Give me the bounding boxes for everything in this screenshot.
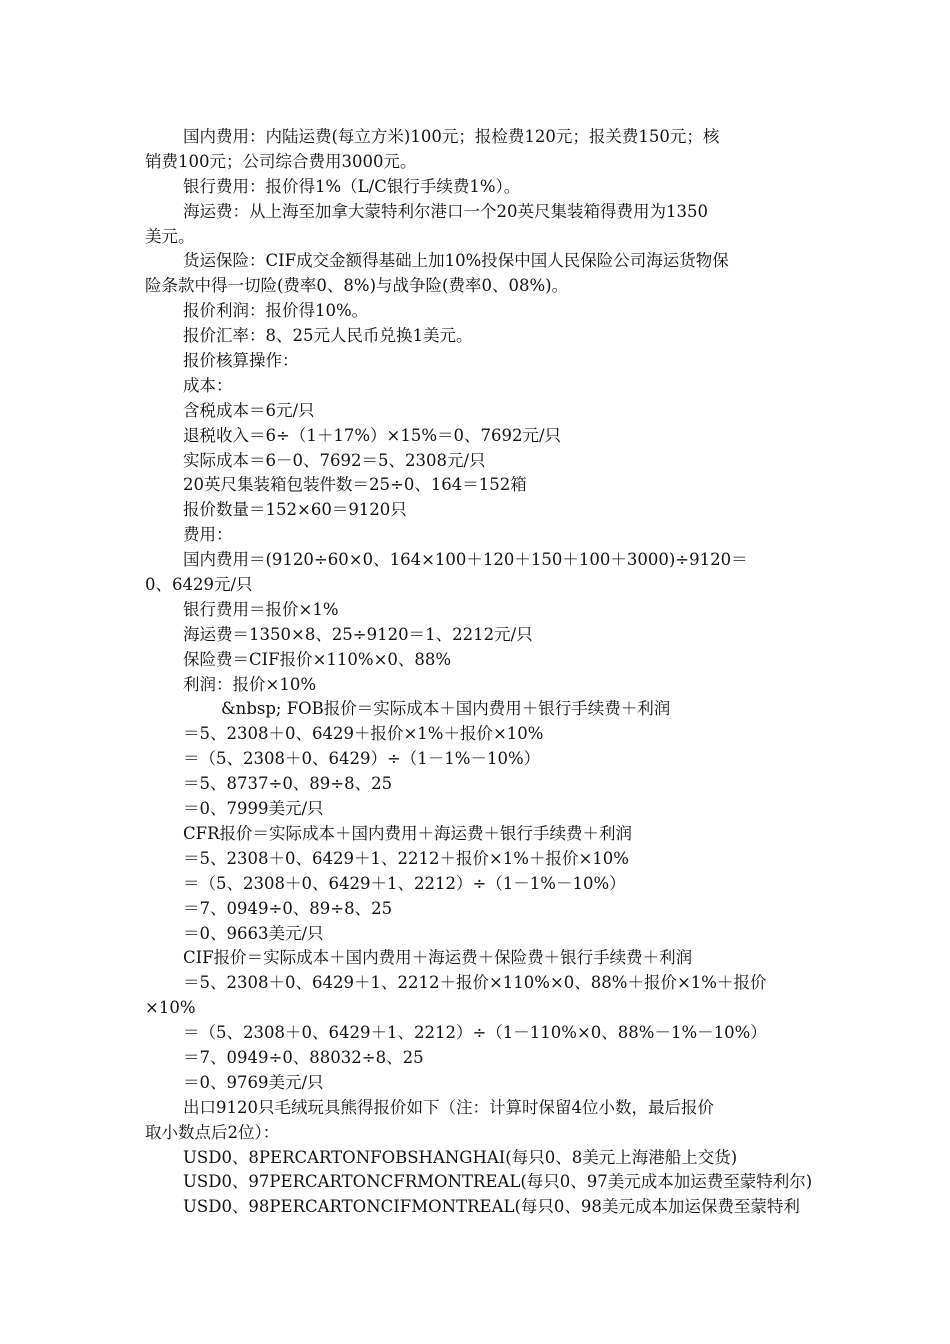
text-line: USD0、97PERCARTONCFRMONTREAL(每只0、97美元成本加运费至蒙特利尔) (183, 1172, 813, 1192)
text-line: 报价核算操作： (183, 351, 299, 371)
text-line: ×10% (145, 998, 196, 1018)
text-line: 20英尺集装箱包装件数＝25÷0、164＝152箱 (183, 475, 527, 495)
text-line: 险条款中得一切险(费率0、8%)与战争险(费率0、08%)。 (145, 276, 569, 296)
text-line: ＝（5、2308＋0、6429＋1、2212）÷（1－110%×0、88%－1%－10%） (183, 1023, 767, 1043)
text-line: 海运费＝1350×8、25÷9120＝1、2212元/只 (183, 624, 533, 644)
text-line: 海运费：从上海至加拿大蒙特利尔港口一个20英尺集装箱得费用为1350 (183, 201, 708, 221)
text-line: ＝5、2308＋0、6429＋报价×1%＋报价×10% (183, 724, 544, 744)
text-line: 销费100元；公司综合费用3000元。 (145, 151, 417, 171)
text-line: 美元。 (145, 226, 195, 246)
text-line: ＝0、9769美元/只 (183, 1072, 324, 1092)
text-line: 货运保险：CIF成交金额得基础上加10%投保中国人民保险公司海运货物保 (183, 251, 729, 271)
text-line: 取小数点后2位）： (145, 1122, 280, 1142)
text-line: 银行费用：报价得1%（L/C银行手续费1%）。 (183, 176, 521, 196)
text-line: ＝5、8737÷0、89÷8、25 (183, 774, 393, 794)
text-line: 实际成本＝6－0、7692＝5、2308元/只 (183, 450, 486, 470)
text-line: 费用： (183, 525, 233, 545)
text-line: 国内费用＝(9120÷60×0、164×100＋120＋150＋100＋3000)÷9120＝ (183, 550, 748, 570)
text-line: ＝7、0949÷0、88032÷8、25 (183, 1047, 424, 1067)
text-line: ＝0、9663美元/只 (183, 923, 324, 943)
text-line: USD0、8PERCARTONFOBSHANGHAI(每只0、8美元上海港船上交货) (183, 1147, 738, 1167)
text-line: USD0、98PERCARTONCIFMONTREAL(每只0、98美元成本加运保费至蒙特利 (183, 1197, 800, 1217)
text-line: 保险费＝CIF报价×110%×0、88% (183, 649, 452, 669)
text-line: 国内费用：内陆运费(每立方米)100元；报检费120元；报关费150元；核 (183, 127, 720, 146)
text-line: 报价汇率：8、25元人民币兑换1美元。 (183, 326, 473, 346)
text-line: ＝（5、2308＋0、6429）÷（1－1%－10%） (183, 749, 541, 769)
text-line: 利润：报价×10% (183, 674, 316, 694)
text-line: 退税收入＝6÷（1＋17%）×15%＝0、7692元/只 (183, 425, 562, 445)
text-line: 含税成本＝6元/只 (183, 400, 315, 420)
text-line: 银行费用＝报价×1% (183, 599, 339, 619)
text-line: ＝5、2308＋0、6429＋1、2212＋报价×1%＋报价×10% (183, 848, 629, 868)
document-body (145, 125, 813, 1220)
text-line: ＝5、2308＋0、6429＋1、2212＋报价×110%×0、88%＋报价×1%＋报价 (183, 973, 767, 993)
text-line: &nbsp; FOB报价＝实际成本＋国内费用＋银行手续费＋利润 (221, 699, 671, 719)
text-line: CIF报价＝实际成本＋国内费用＋海运费＋保险费＋银行手续费＋利润 (183, 948, 693, 968)
text-line: ＝0、7999美元/只 (183, 799, 324, 819)
text-line: 0、6429元/只 (145, 575, 253, 595)
text-line: ＝7、0949÷0、89÷8、25 (183, 898, 393, 918)
text-line: CFR报价＝实际成本＋国内费用＋海运费＋银行手续费＋利润 (183, 823, 632, 843)
text-line: 报价利润：报价得10%。 (183, 301, 369, 321)
text-line: 出口9120只毛绒玩具熊得报价如下（注：计算时保留4位小数，最后报价 (183, 1097, 714, 1117)
text-line: 报价数量＝152×60＝9120只 (183, 500, 407, 520)
text-line: 成本： (183, 375, 233, 395)
text-line: ＝（5、2308＋0、6429＋1、2212）÷（1－1%－10%） (183, 873, 626, 893)
